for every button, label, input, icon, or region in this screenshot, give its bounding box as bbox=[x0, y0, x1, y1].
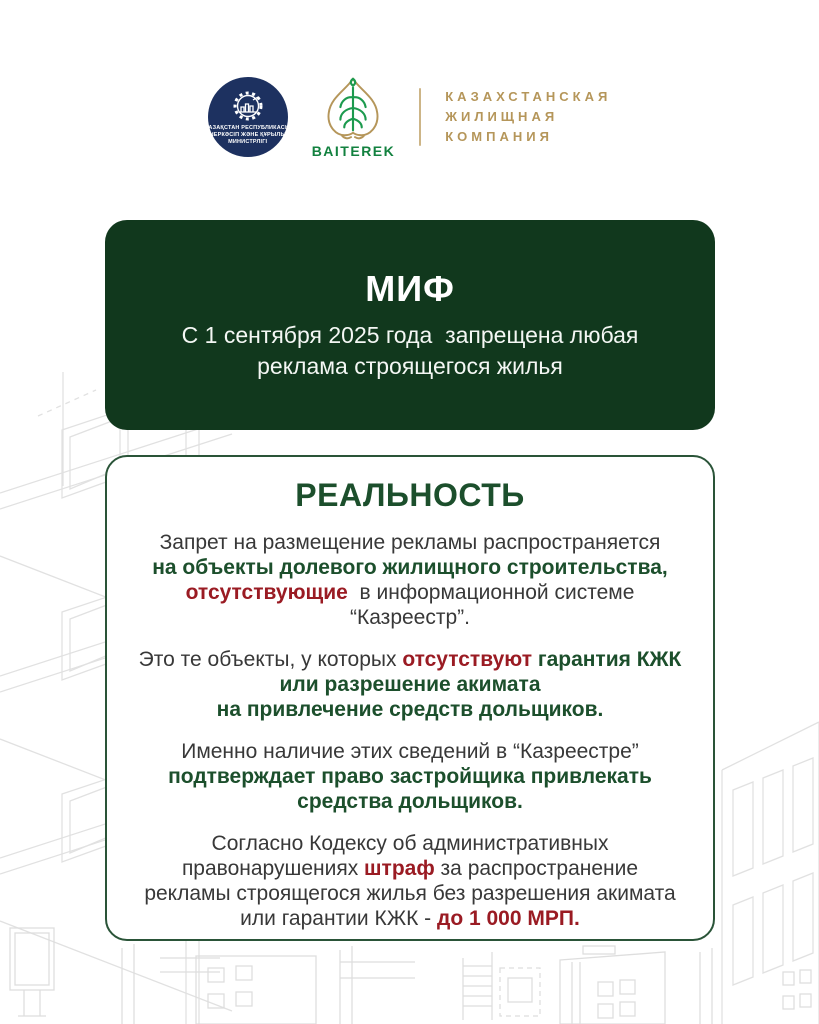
myth-card bbox=[105, 220, 715, 430]
ministry-emblem-icon bbox=[226, 91, 270, 123]
reality-paragraph: Согласно Кодексу об административных правонарушениях штраф за распространение рекламы строящегося жилья без разрешения акимата или гарантии КЖК - до 1 000 МРП. bbox=[144, 832, 676, 930]
housing-company-logo-text: КАЗАХСТАНСКАЯ ЖИЛИЩНАЯ КОМПАНИЯ bbox=[445, 88, 612, 144]
myth-subtitle: С 1 сентября 2025 года запрещена любая реклама строящегося жилья bbox=[181, 322, 639, 379]
reality-paragraphs bbox=[129, 530, 691, 931]
logo-header bbox=[0, 74, 819, 159]
sketch-bottom-strip bbox=[10, 928, 811, 1024]
reality-paragraph: Это те объекты, у которых отсутствуют гарантия КЖК или разрешение акимата на привлечение средств дольщиков. bbox=[138, 648, 682, 721]
ministry-logo-text: ҚАЗАҚСТАН РЕСПУБЛИКАСЫ ӨНЕРКӘСІП ЖӘНЕ ҚҰРЫЛЫС МИНИСТРЛІГІ bbox=[204, 125, 291, 145]
reality-paragraph: Именно наличие этих сведений в “Казреестре” подтверждает право застройщика привлекать средства дольщиков. bbox=[168, 740, 652, 813]
baiterek-tree-icon bbox=[320, 76, 386, 140]
reality-card bbox=[105, 455, 715, 941]
reality-paragraph: Запрет на размещение рекламы распространяется на объекты долевого жилищного строительства, отсутствующие в информационной системе “Казреестр”. bbox=[152, 531, 668, 629]
reality-title: РЕАЛЬНОСТЬ bbox=[295, 477, 525, 513]
sketch-right-building bbox=[722, 722, 819, 1024]
ministry-logo bbox=[204, 77, 291, 157]
baiterek-wordmark: BAITEREK bbox=[311, 143, 396, 159]
baiterek-logo bbox=[312, 76, 396, 159]
logo-divider bbox=[419, 88, 421, 146]
myth-title: МИФ bbox=[365, 268, 455, 309]
